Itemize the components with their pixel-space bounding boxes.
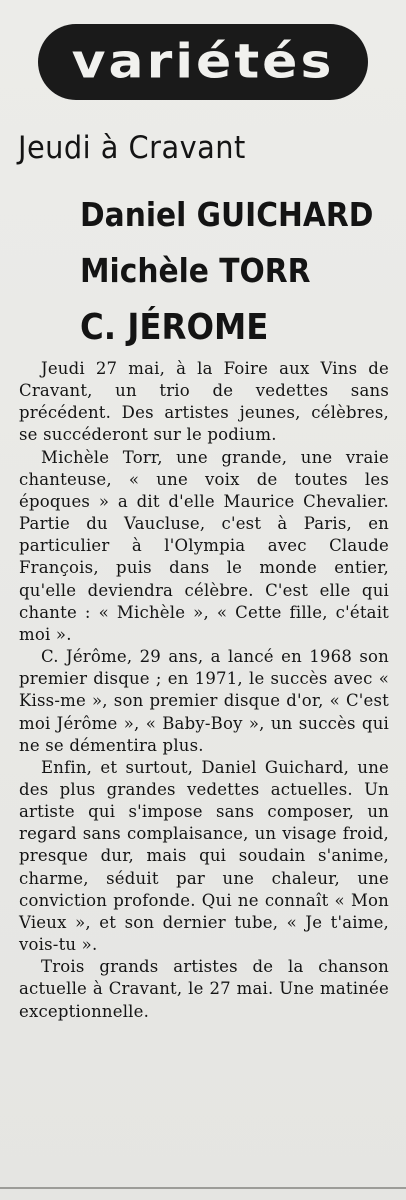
artist-name-1: Daniel GUICHARD xyxy=(80,195,374,234)
bottom-rule xyxy=(0,1187,406,1189)
article-kicker: Jeudi à Cravant xyxy=(18,130,246,166)
article-paragraph: Jeudi 27 mai, à la Foire aux Vins de Cravant, un trio de vedettes sans précédent. Des artistes jeunes, célèbres, se succéderont sur le podium. xyxy=(19,359,389,445)
article-paragraph: Michèle Torr, une grande, une vraie chanteuse, « une voix de toutes les époques » a dit d'elle Maurice Chevalier. Partie du Vaucluse, c'est à Paris, en particulier à l'Olympia avec Claude François, puis dans le monde entier, qu'elle deviendra célèbre. C'est elle qui chante : « Michèle », « Cette fille, c'était moi ». xyxy=(19,447,389,644)
article-paragraph: C. Jérôme, 29 ans, a lancé en 1968 son premier disque ; en 1971, le succès avec « Kiss-me », son premier disque d'or, « C'est moi Jérôme », « Baby-Boy », un succès qui ne se démentira plus. xyxy=(19,647,389,755)
section-badge xyxy=(38,24,368,100)
article-paragraph: Trois grands artistes de la chanson actuelle à Cravant, le 27 mai. Une matinée exceptionnelle. xyxy=(19,957,389,1021)
article-paragraph: Enfin, et surtout, Daniel Guichard, une des plus grandes vedettes actuelles. Un artiste qui s'impose sans composer, un regard sans complaisance, un visage froid, presque dur, mais qui soudain s'anime, charme, séduit par une chaleur, une conviction profonde. Qui ne connaît « Mon Vieux », et son dernier tube, « Je t'aime, vois-tu ». xyxy=(19,757,389,955)
section-label: variétés xyxy=(71,35,335,89)
artist-name-2: Michèle TORR xyxy=(80,251,311,290)
artist-name-3: C. JÉROME xyxy=(80,307,269,348)
article-body xyxy=(19,358,389,1023)
